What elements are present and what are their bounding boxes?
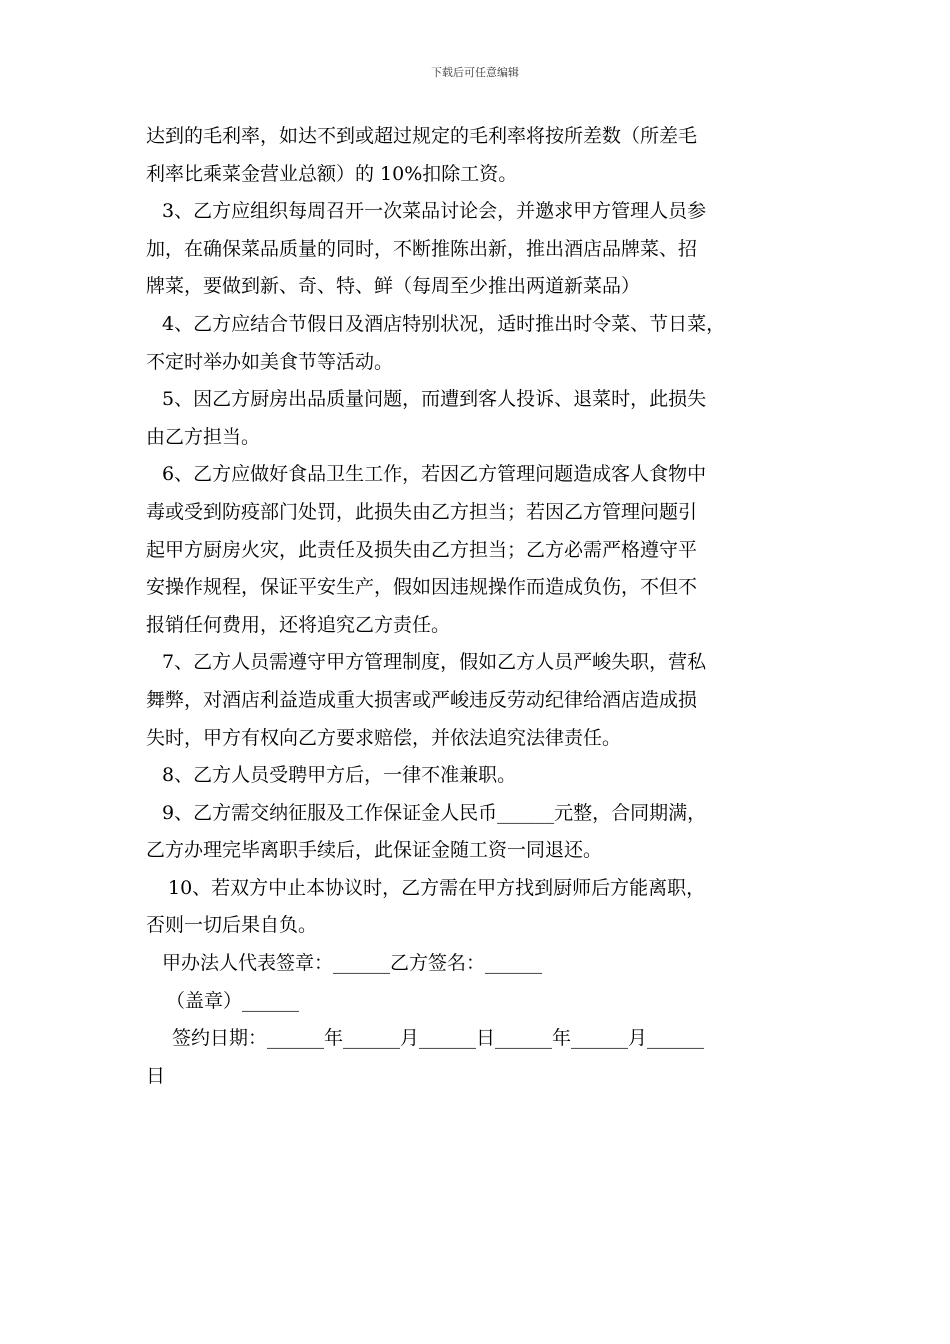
clause-9: 9、乙方需交纳征服及工作保证金人民币______元整，合同期满， — [162, 801, 707, 824]
text-line: 加，在确保菜品质量的同时，不断推陈出新，推出酒店品牌菜、招 — [146, 237, 698, 260]
clause-8: 8、乙方人员受聘甲方后，一律不准兼职。 — [162, 764, 517, 787]
page-header: 下载后可任意编辑 — [431, 66, 519, 79]
text-line: 牌菜，要做到新、奇、特、鲜（每周至少推出两道新菜品） — [146, 275, 641, 298]
clause-5: 5、因乙方厨房出品质量问题，而遭到客人投诉、退菜时，此损失 — [162, 388, 707, 411]
text-line: 毒或受到防疫部门处罚，此损失由乙方担当；若因乙方管理问题引 — [146, 500, 698, 523]
text-line: 不定时举办如美食节等活动。 — [146, 350, 394, 373]
clause-7: 7、乙方人员需遵守甲方管理制度，假如乙方人员严峻失职，营私 — [162, 651, 707, 674]
seal-line: （盖章）______ — [166, 989, 300, 1012]
text-line: 由乙方担当。 — [146, 425, 261, 448]
signing-date-line: 签约日期：______年______月______日______年______月______ — [172, 1027, 705, 1050]
clause-6: 6、乙方应做好食品卫生工作，若因乙方管理问题造成客人食物中 — [162, 463, 707, 486]
text-line: 起甲方厨房火灾，此责任及损失由乙方担当；乙方必需严格遵守平 — [146, 538, 698, 561]
text-line: 达到的毛利率，如达不到或超过规定的毛利率将按所差数（所差毛 — [146, 125, 698, 147]
clause-10: 10、若双方中止本协议时，乙方需在甲方找到厨师后方能离职， — [168, 876, 706, 899]
text-line: 乙方办理完毕离职手续后，此保证金随工资一同退还。 — [146, 839, 603, 862]
text-line: 利率比乘菜金营业总额）的 10%扣除工资。 — [146, 162, 518, 185]
document-body — [146, 118, 810, 1095]
clause-4: 4、乙方应结合节假日及酒店特别状况，适时推出时令菜、节日菜， — [162, 312, 726, 335]
text-line: 日 — [146, 1064, 166, 1087]
text-line: 否则一切后果自负。 — [146, 914, 318, 937]
text-line: 舞弊，对酒店利益造成重大损害或严峻违反劳动纪律给酒店造成损 — [146, 688, 698, 711]
text-line: 安操作规程，保证平安生产，假如因违规操作而造成负伤，不但不 — [146, 576, 698, 599]
clause-3: 3、乙方应组织每周召开一次菜品讨论会，并邀求甲方管理人员参 — [162, 200, 707, 223]
signature-line: 甲办法人代表签章：______乙方签名：______ — [162, 952, 543, 975]
text-line: 失时，甲方有权向乙方要求赔偿，并依法追究法律责任。 — [146, 726, 622, 749]
text-line: 报销任何费用，还将追究乙方责任。 — [146, 613, 451, 636]
